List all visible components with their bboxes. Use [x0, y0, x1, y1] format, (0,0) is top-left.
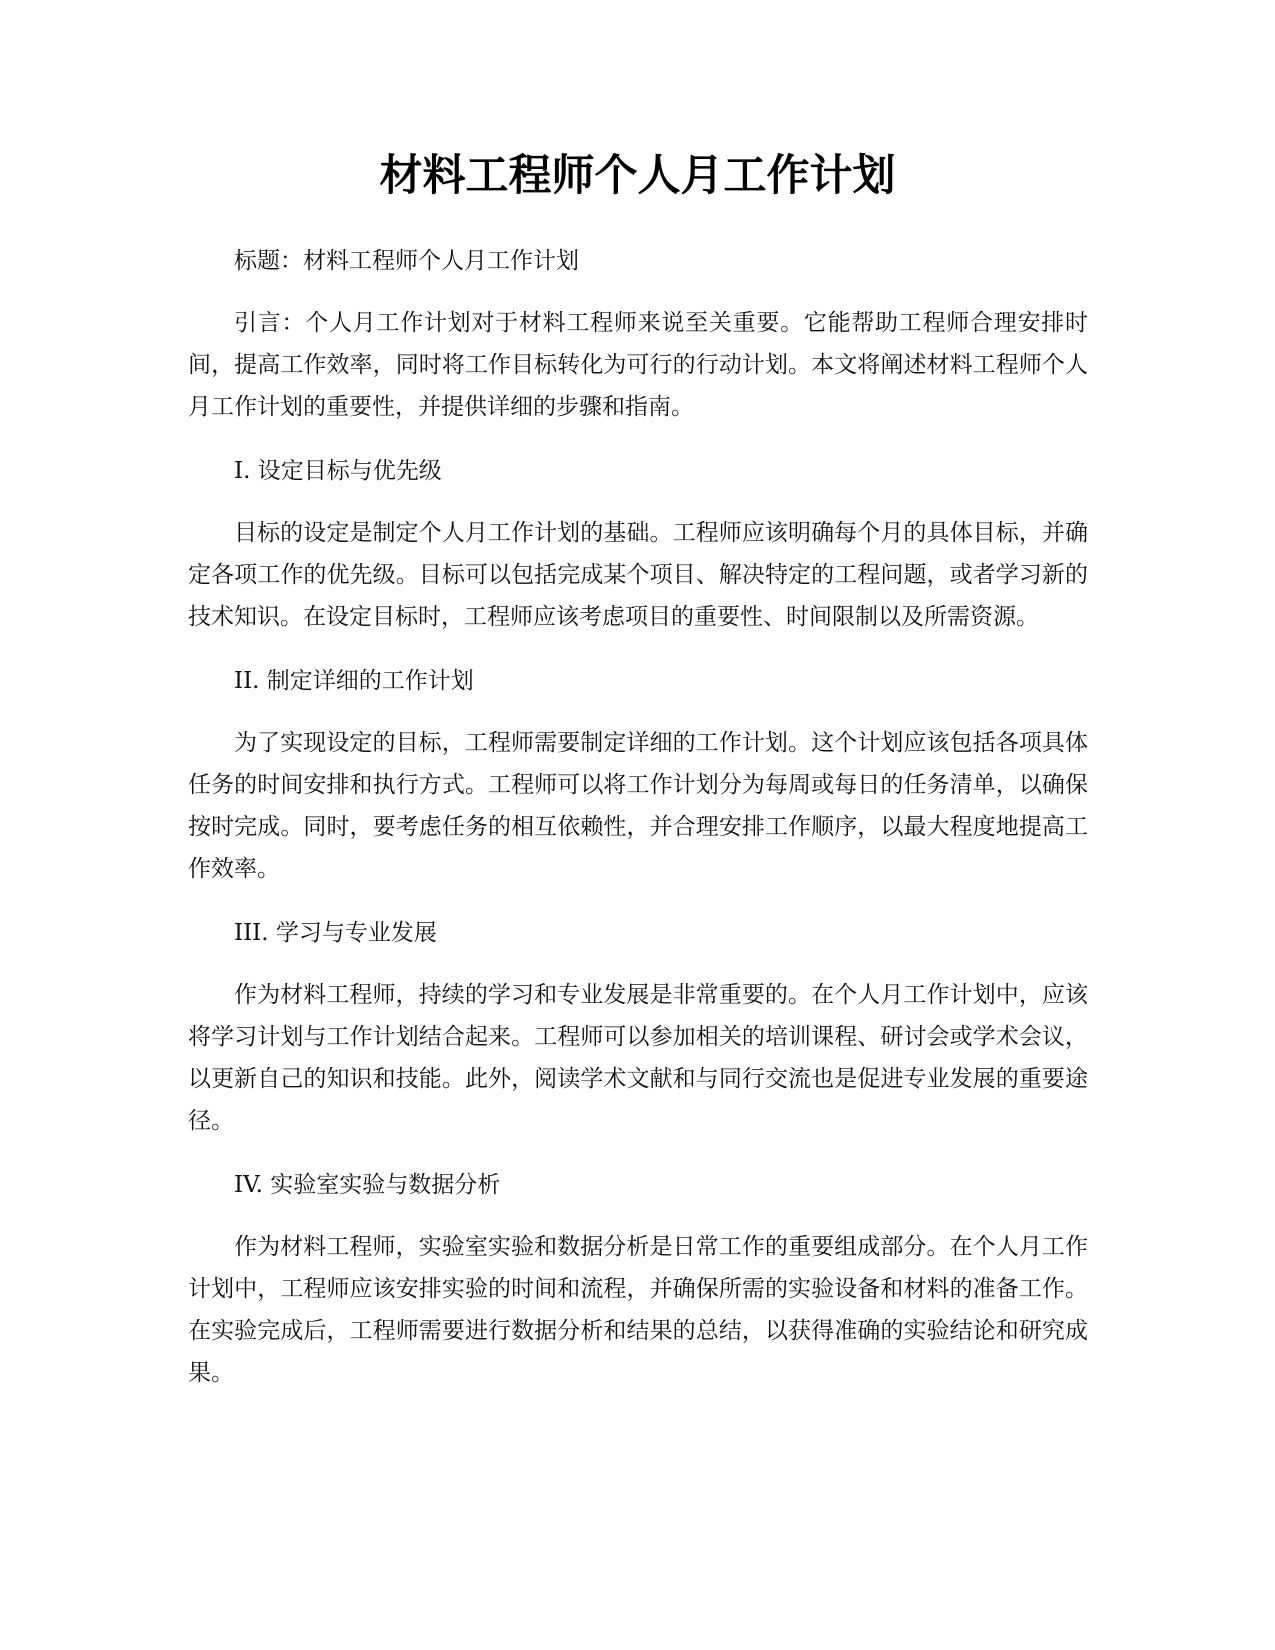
section-heading-4: IV. 实验室实验与数据分析	[234, 1172, 501, 1198]
section-paragraph-2: 为了实现设定的目标，工程师需要制定详细的工作计划。这个计划应该包括各项具体任务的时间安排和执行方式。工程师可以将工作计划分为每周或每日的任务清单，以确保按时完成。同时，要考虑任务的相互依赖性，并合理安排工作顺序，以最大程度地提高工作效率。	[188, 730, 1088, 882]
section-paragraph-1: 目标的设定是制定个人月工作计划的基础。工程师应该明确每个月的具体目标，并确定各项工作的优先级。目标可以包括完成某个项目、解决特定的工程问题，或者学习新的技术知识。在设定目标时，工程师应该考虑项目的重要性、时间限制以及所需资源。	[188, 520, 1088, 630]
section-heading-3: III. 学习与专业发展	[234, 920, 437, 946]
document-body	[188, 240, 1088, 1416]
subtitle-line: 标题：材料工程师个人月工作计划	[234, 248, 579, 274]
section-heading-2: II. 制定详细的工作计划	[234, 668, 474, 694]
section-heading-1: I. 设定目标与优先级	[234, 458, 442, 484]
intro-paragraph: 引言：个人月工作计划对于材料工程师来说至关重要。它能帮助工程师合理安排时间，提高工作效率，同时将工作目标转化为可行的行动计划。本文将阐述材料工程师个人月工作计划的重要性，并提供详细的步骤和指南。	[188, 310, 1088, 420]
document-title: 材料工程师个人月工作计划	[379, 151, 896, 201]
section-paragraph-4: 作为材料工程师，实验室实验和数据分析是日常工作的重要组成部分。在个人月工作计划中，工程师应该安排实验的时间和流程，并确保所需的实验设备和材料的准备工作。在实验完成后，工程师需要进行数据分析和结果的总结，以获得准确的实验结论和研究成果。	[188, 1234, 1088, 1386]
section-paragraph-3: 作为材料工程师，持续的学习和专业发展是非常重要的。在个人月工作计划中，应该将学习计划与工作计划结合起来。工程师可以参加相关的培训课程、研讨会或学术会议，以更新自己的知识和技能。此外，阅读学术文献和与同行交流也是促进专业发展的重要途径。	[188, 982, 1088, 1134]
